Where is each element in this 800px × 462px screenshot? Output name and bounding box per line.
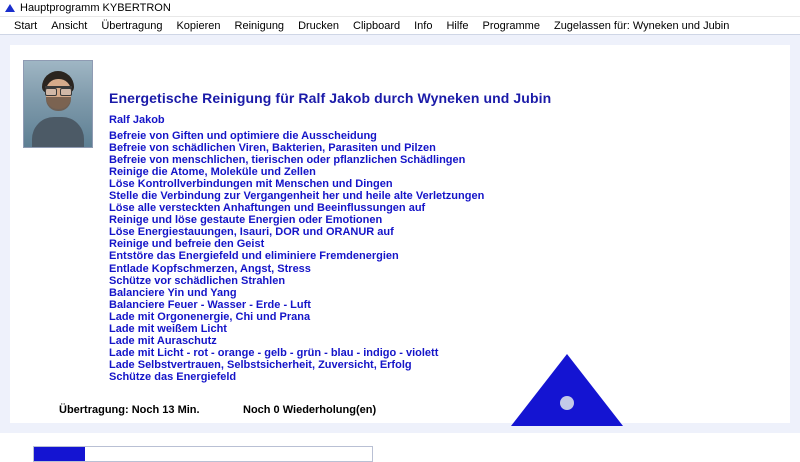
list-item: Lade mit Licht - rot - orange - gelb - grün - blau - indigo - violett — [109, 346, 439, 359]
list-item: Löse Energiestauungen, Isauri, DOR und ORANUR auf — [109, 226, 394, 239]
list-item: Schütze das Energiefeld — [109, 370, 237, 383]
workspace — [0, 35, 800, 433]
triangle-center-dot — [560, 396, 574, 410]
repetition-status: Noch 0 Wiederholung(en) — [243, 404, 377, 416]
menu-item-kopieren[interactable]: Kopieren — [176, 19, 221, 32]
menu-item-clipboard[interactable]: Clipboard — [353, 19, 401, 32]
menubar — [0, 17, 800, 35]
triangle-graphic — [511, 354, 623, 426]
content-panel — [10, 45, 790, 423]
list-item: Schütze vor schädlichen Strahlen — [109, 274, 286, 287]
transmission-status: Übertragung: Noch 13 Min. — [59, 404, 200, 416]
menu-item-start[interactable]: Start — [14, 19, 38, 32]
avatar — [23, 60, 93, 148]
menu-item-programme[interactable]: Programme — [482, 19, 540, 32]
progress-bar — [33, 446, 373, 462]
list-item: Reinige und befreie den Geist — [109, 238, 265, 251]
list-item: Löse alle versteckten Anhaftungen und Beeinflussungen auf — [109, 202, 426, 215]
list-item: Reinige die Atome, Moleküle und Zellen — [109, 166, 316, 179]
list-item: Entlade Kopfschmerzen, Angst, Stress — [109, 262, 311, 275]
menu-item-uebertragung[interactable]: Übertragung — [101, 19, 163, 32]
window-titlebar — [0, 0, 800, 17]
list-item: Balanciere Yin und Yang — [109, 286, 237, 299]
list-item: Reinige und löse gestaute Energien oder Emotionen — [109, 214, 383, 227]
list-item: Lade mit Orgonenergie, Chi und Prana — [109, 310, 311, 323]
window-title: Hauptprogramm KYBERTRON — [20, 2, 171, 14]
page-title: Energetische Reinigung für Ralf Jakob durch Wyneken und Jubin — [109, 90, 552, 106]
progress-bar-fill — [34, 447, 85, 461]
list-item: Balanciere Feuer - Wasser - Erde - Luft — [109, 298, 311, 311]
list-item: Befreie von Giften und optimiere die Ausscheidung — [109, 130, 377, 142]
menu-item-reinigung[interactable]: Reinigung — [234, 19, 285, 32]
list-item: Befreie von schädlichen Viren, Bakterien, Parasiten und Pilzen — [109, 142, 436, 155]
menu-item-ansicht[interactable]: Ansicht — [51, 19, 88, 32]
list-item: Lade mit Auraschutz — [109, 334, 217, 347]
list-item: Stelle die Verbindung zur Vergangenheit her und heile alte Verletzungen — [109, 190, 485, 203]
list-item: Lade mit weißem Licht — [109, 322, 227, 335]
cleaning-item-list — [109, 130, 729, 383]
person-name: Ralf Jakob — [109, 114, 165, 126]
menu-item-info[interactable]: Info — [414, 19, 433, 32]
menu-item-zugelassen-fuer[interactable]: Zugelassen für: Wyneken und Jubin — [553, 19, 730, 32]
list-item: Löse Kontrollverbindungen mit Menschen und Dingen — [109, 178, 393, 191]
list-item: Befreie von menschlichen, tierischen oder pflanzlichen Schädlingen — [109, 154, 466, 167]
list-item: Lade Selbstvertrauen, Selbstsicherheit, Zuversicht, Erfolg — [109, 358, 412, 371]
menu-item-hilfe[interactable]: Hilfe — [446, 19, 469, 32]
triangle-icon — [4, 2, 16, 14]
list-item: Entstöre das Energiefeld und eliminiere Fremdenergien — [109, 250, 399, 263]
menu-item-drucken[interactable]: Drucken — [298, 19, 340, 32]
